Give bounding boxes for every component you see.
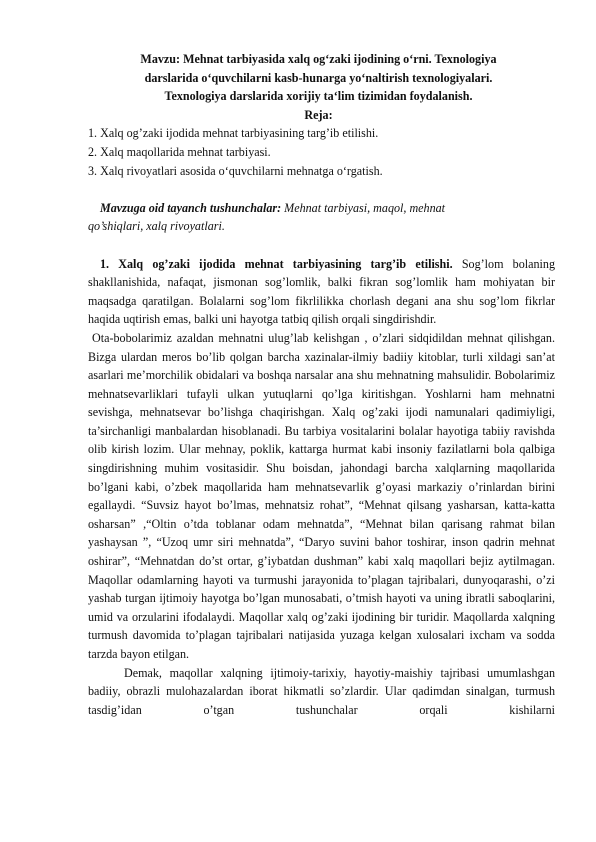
section-1-paragraph-3: Demak, maqollar xalqning ijtimoiy-tarixiy, hayotiy-maishiy tajribasi umumlashgan badiiy, obrazli mulohazalardan iborat hikmatli so’zlardir. Ular qadimdan sinalgan, turmush tasdig’idan o’tgan tushunchalar orqali kishilarni (88, 665, 555, 717)
blank-line (88, 180, 555, 199)
plan-item: 3. Xalq rivoyatlari asosida o‘quvchilarni mehnatga o‘rgatish. (88, 163, 383, 178)
section-1-heading: 1. Xalq og’zaki ijodida mehnat tarbiyasining targ’ib etilishi. (100, 256, 453, 271)
section-1-paragraph-2: Ota-bobolarimiz azaldan mehnatni ulug’lab kelishgan , o’zlari sidqidildan mehnat qilishgan. Bizga ulardan meros bo’lib qolgan barcha xazinalar-ilmiy badiiy kitoblar, turli xildagi san’at asarlari me’morchilik obidalari va boshqa narsalar ana shu mehnatning mahsulidir. Bobolarimiz mehnatsevarliklari tufayli ulkan yutuqlarni qo’lga kiritishgan. Yoshlarni ham mehnatni sevishga, mehnatsevar bo’lishga chaqirishgan. Xalq og’zaki ijodi namunalari qadimiyligi, ta’sirchanligi manbalardan hisoblanadi. Bu tarbiya vositalarini bolalar hayotiga tabiiy ravishda olib kirish lozim. Ular mehnay, poklik, kattarga hurmat kabi insoniy fazilatlarni bola qalbiga singdirishning muhim vositasidir. Shu boisdan, jahondagi barcha xalqlarning maqollarida bo’lgani kabi, o’zbek maqollarida ham mehnatsevarlik g’oyasi markaziy o’rinlardan birini egallaydi. “Suvsiz hayot bo’lmas, mehnatsiz rohat”, “Mehnat qilsang yasharsan, katta-katta osharsan” ,“Oltin o’tda toblanar odam mehnatda”, “Mehnat bilan qarisang rahmat bilan yashaysan ”, “Uzoq umr siri mehnatda”, “Daryo suvini bahor toshirar, inson qadrin mehnat oshirar”, “Mehnatdan do’st ortar, g’iybatdan dushman” kabi xalq maqollari bejiz aytilmagan. Maqollar odamlarning hayoti va turmushi jarayonida to’plagan tajribalari, dunyoqarashi, o’zi yashab turgan ijtimoiy hayotga bo’lgan munosabati, o’tmish hayoti va uning ibratli saboqlarini, umid va orzularini ifodalaydi. Maqollar xalq og’zaki ijodining bir turidir. Maqollarda xalqning turmush davomida to’plagan tajribalari natijasida yuzaga kelgan xulosalari ixcham va sodda tarzda bayon etilgan. (88, 330, 555, 661)
plan-heading: Reja: (304, 107, 333, 122)
key-concepts (88, 199, 555, 236)
key-concepts-label: Mavzuga oid tayanch tushunchalar: (100, 200, 282, 215)
plan-list (88, 124, 555, 180)
title-line-2: darslarida o‘quvchilarni kasb-hunarga yo‘naltirish texnologiyalari. (144, 70, 493, 85)
blank-line (88, 236, 555, 255)
title-line-1: Mavzu: Mehnat tarbiyasida xalq og‘zaki ijodining o‘rni. Texnologiya (140, 52, 497, 66)
section-1-paragraph-1-text: Sog’lom bolaning shakllanishida, nafaqat, jismonan sog’lomlik, balki fikran sog’lomlik ham mohiyatan bir maqsadga qaratilgan. Bolalarni sog’lom fikrlilikka chorlash degani ana shu sog’lom fikrlar haqida uqtirish emas, balki uni hayotga tatbiq qilish orqali singdirishdir. (88, 256, 555, 327)
plan-item: 1. Xalq og’zaki ijodida mehnat tarbiyasining targ’ib etilishi. (88, 126, 379, 141)
key-concepts-text: Mehnat tarbiyasi, maqol, mehnat (281, 200, 446, 215)
document-title (88, 50, 549, 124)
plan-item: 2. Xalq maqollarida mehnat tarbiyasi. (88, 144, 271, 159)
title-line-3: Texnologiya darslarida xorijiy ta‘lim tizimidan foydalanish. (164, 89, 473, 104)
section-1-paragraph-1 (88, 255, 555, 329)
key-concepts-text-continued: qo’shiqlari, xalq rivoyatlari. (88, 219, 225, 234)
